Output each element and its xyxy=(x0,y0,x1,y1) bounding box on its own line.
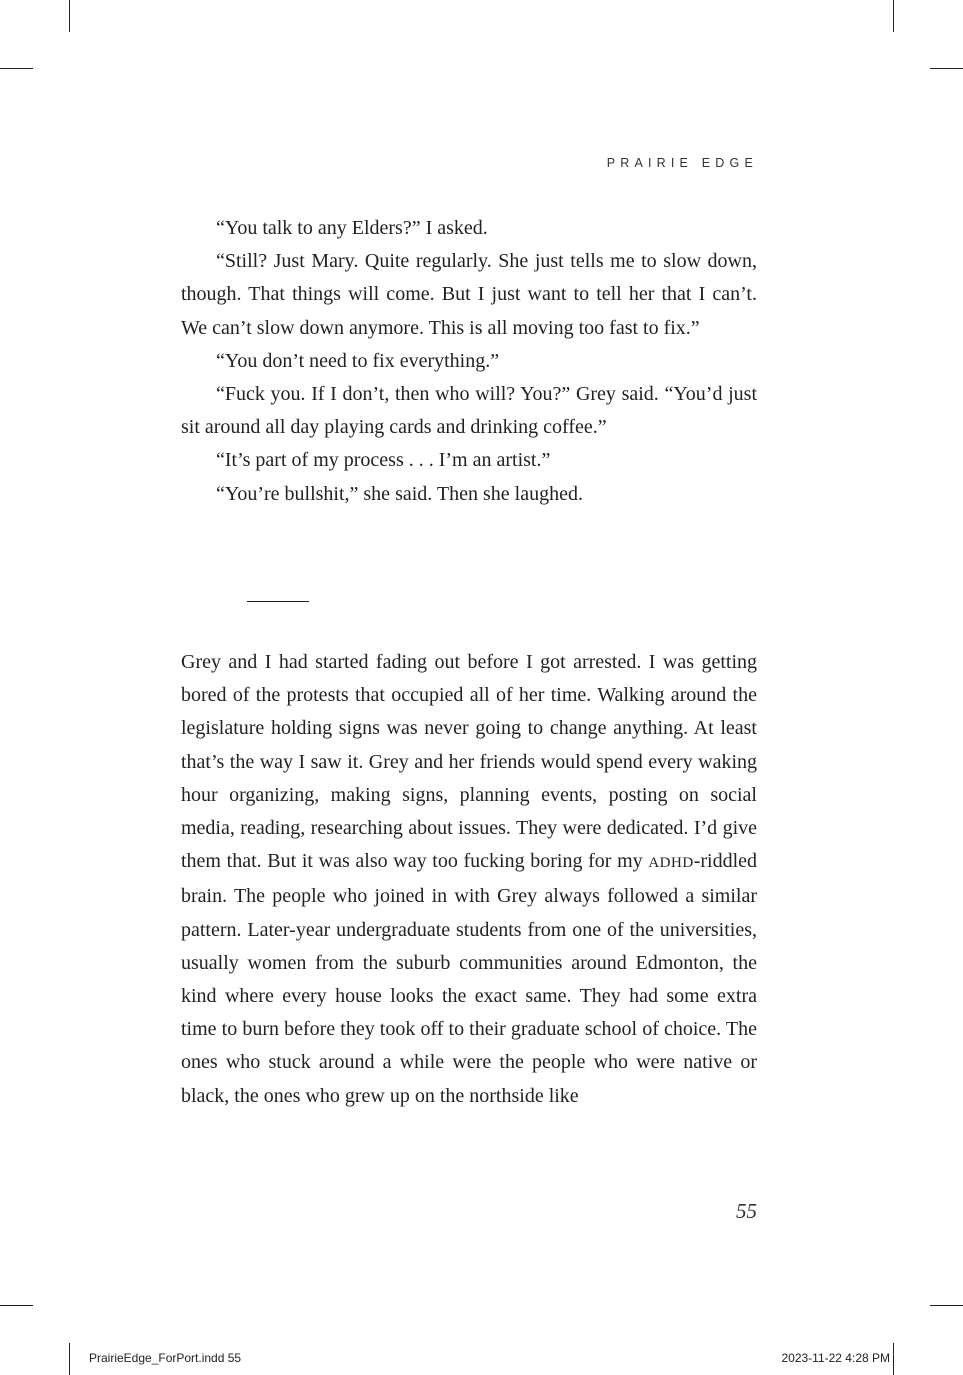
paragraph: “You’re bullshit,” she said. Then she laughed. xyxy=(216,482,583,505)
paragraph: “You don’t need to fix everything.” xyxy=(216,349,500,372)
crop-mark-right-top xyxy=(930,68,963,69)
section-break-rule xyxy=(247,601,309,602)
running-head: PRAIRIE EDGE xyxy=(606,156,758,170)
narrative-text-end: -riddled brain. The people who joined in with Grey always followed a similar pattern. Later-year undergraduate students from one of the universities, usually women from the suburb communities around Edmonton, the kind where every house looks the exact same. They had some extra time to burn before they took off to their graduate school of choice. The ones who stuck around a while were the people who were native or black, the ones who grew up on the northside like xyxy=(181,850,757,1107)
crop-mark-bottom-right xyxy=(893,1343,894,1375)
slug-timestamp: 2023-11-22 4:28 PM xyxy=(781,1351,890,1365)
paragraph: “You talk to any Elders?” I asked. xyxy=(216,217,488,239)
paragraph: “It’s part of my process . . . I’m an artist.” xyxy=(216,449,551,472)
paragraph: “Still? Just Mary. Quite regularly. She just tells me to slow down, though. That things will come. But I just want to tell her that I can’t. We can’t slow down anymore. This is all moving too fast to fix.” xyxy=(181,250,757,339)
crop-mark-top-right xyxy=(893,0,894,32)
crop-mark-right-bottom xyxy=(930,1305,963,1306)
dialogue-block xyxy=(181,212,757,511)
crop-mark-bottom-left xyxy=(69,1343,70,1375)
slug-filename: PrairieEdge_ForPort.indd 55 xyxy=(89,1351,242,1365)
narrative-block xyxy=(181,646,757,1113)
crop-mark-top-left xyxy=(69,0,70,32)
crop-mark-left-bottom xyxy=(0,1305,33,1306)
narrative-paragraph xyxy=(181,646,757,1113)
narrative-text-start: Grey and I had started fading out before I got arrested. I was getting bored of the protests that occupied all of her time. Walking around the legislature holding signs was never going to change anything. At least that’s the way I saw it. Grey and her friends would spend every waking hour organizing, making signs, planning events, posting on social media, reading, researching about issues. They were dedicated. I’d give them that. But it was also way too fucking boring for my xyxy=(181,651,757,873)
page-number: 55 xyxy=(736,1199,757,1223)
paragraph: “Fuck you. If I don’t, then who will? You?” Grey said. “You’d just sit around all day playing cards and drinking coffee.” xyxy=(181,383,757,439)
crop-mark-left-top xyxy=(0,68,33,69)
acronym-small-caps: ADHD xyxy=(648,855,694,872)
